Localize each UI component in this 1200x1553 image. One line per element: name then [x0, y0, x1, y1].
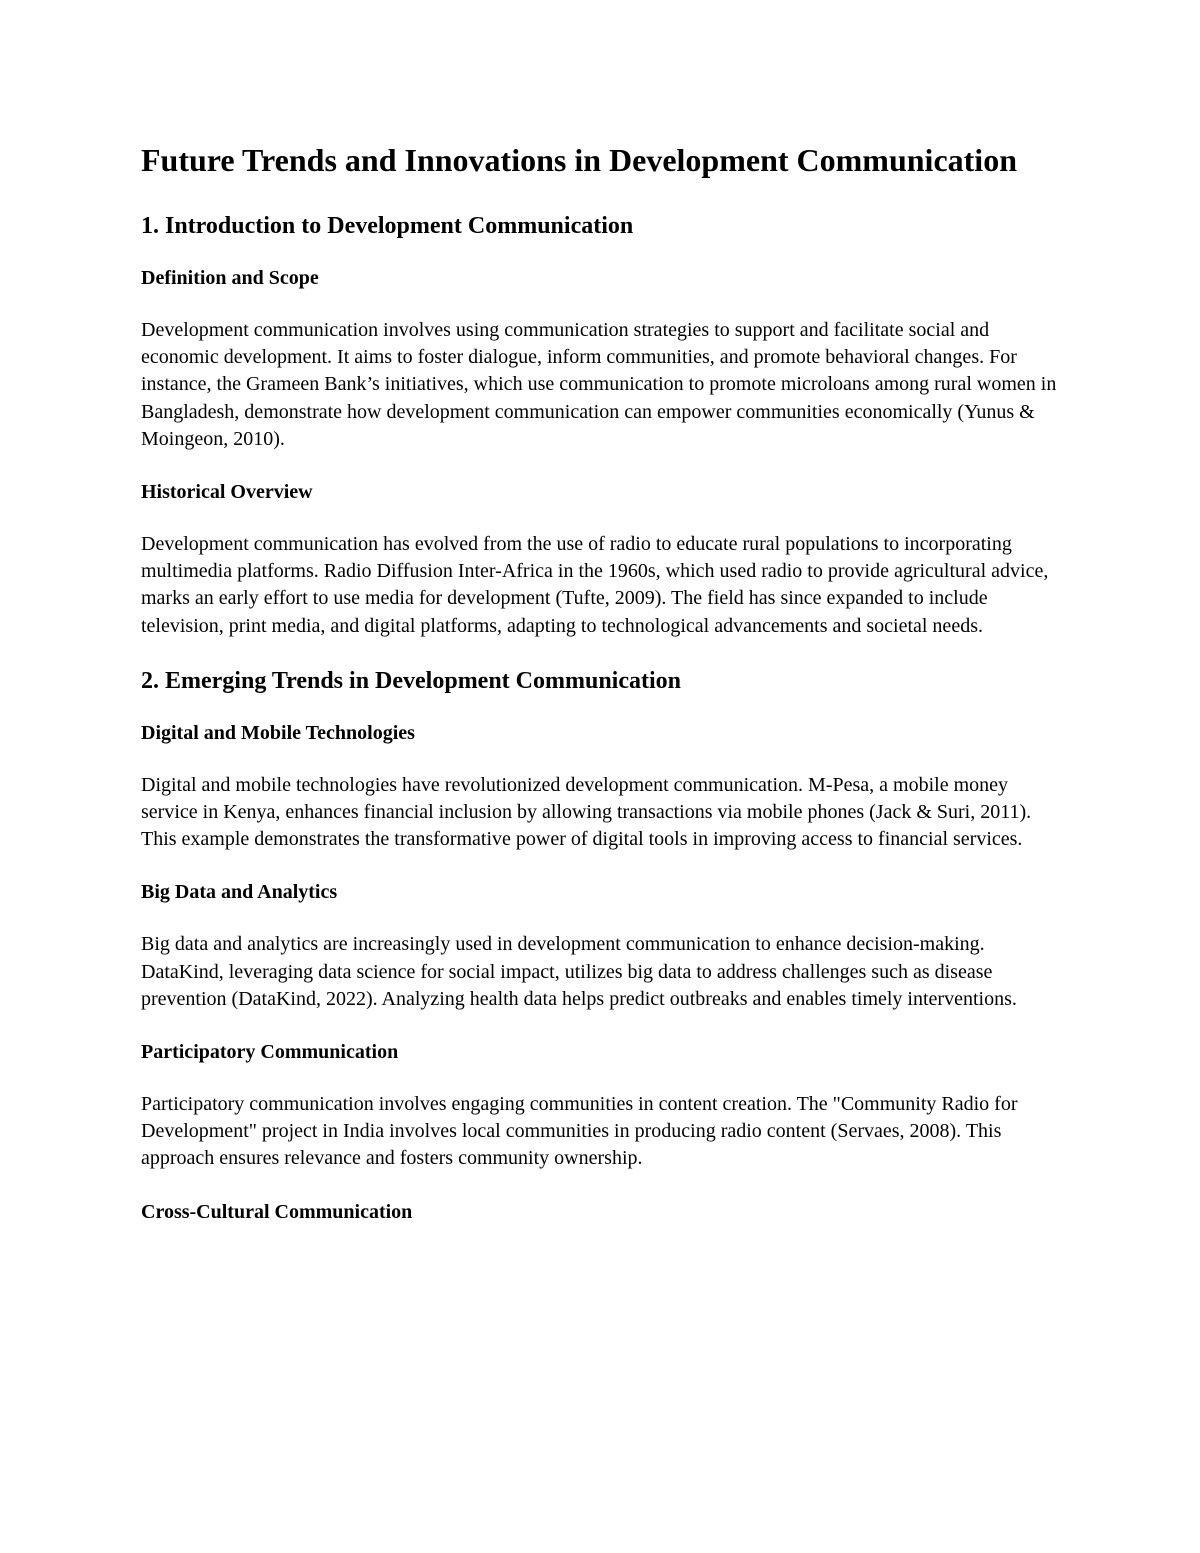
subheading-definition-and-scope: Definition and Scope	[141, 267, 319, 289]
paragraph-digital-and-mobile: Digital and mobile technologies have revolutionized development communication. M-Pesa, a mobile money service in Kenya, enhances financial inclusion by allowing transactions via mobile phones (Jack & Suri, 2011). This example demonstrates the transformative power of digital tools in improving access to financial services.	[141, 773, 1032, 851]
subheading-big-data: Big Data and Analytics	[141, 881, 338, 904]
subheading-historical-overview: Historical Overview	[141, 481, 313, 504]
paragraph-definition-and-scope: Development communication involves using communication strategies to support and facilitate social and economic development. It aims to foster dialogue, inform communities, and promote behavioral changes. For instance, the Grameen Bank’s initiatives, which use communication to promote microloans among rural women in Bangladesh, demonstrate how development communication can empower communities economically (Yunus & Moingeon, 2010).	[141, 319, 1057, 450]
paragraph-historical-overview: Development communication has evolved from the use of radio to educate rural populations to incorporating multimedia platforms. Radio Diffusion Inter-Africa in the 1960s, which used radio to provide agricultural advice, marks an early effort to use media for development (Tufte, 2009). The field has since expanded to include television, print media, and digital platforms, adapting to technological advancements and societal needs.	[141, 533, 1049, 637]
section-heading-introduction: 1. Introduction to Development Communication	[141, 213, 634, 239]
paragraph-participatory-communication: Participatory communication involves engaging communities in content creation. The "Community Radio for Development" project in India involves local communities in producing radio content (Servaes, 2008). This approach ensures relevance and fosters community ownership.	[141, 1093, 1018, 1170]
section-heading-emerging-trends: 2. Emerging Trends in Development Communication	[141, 667, 682, 694]
subheading-digital-and-mobile: Digital and Mobile Technologies	[141, 721, 415, 744]
document-page	[141, 140, 1066, 1251]
subheading-participatory-communication: Participatory Communication	[141, 1041, 399, 1064]
document-title: Future Trends and Innovations in Development Communication	[141, 142, 1017, 178]
subheading-cross-cultural-communication: Cross-Cultural Communication	[141, 1200, 413, 1223]
paragraph-big-data: Big data and analytics are increasingly used in development communication to enhance decision-making. DataKind, leveraging data science for social impact, utilizes big data to address challenges such as disease prevention (DataKind, 2022). Analyzing health data helps predict outbreaks and enables timely interventions.	[141, 933, 1017, 1010]
